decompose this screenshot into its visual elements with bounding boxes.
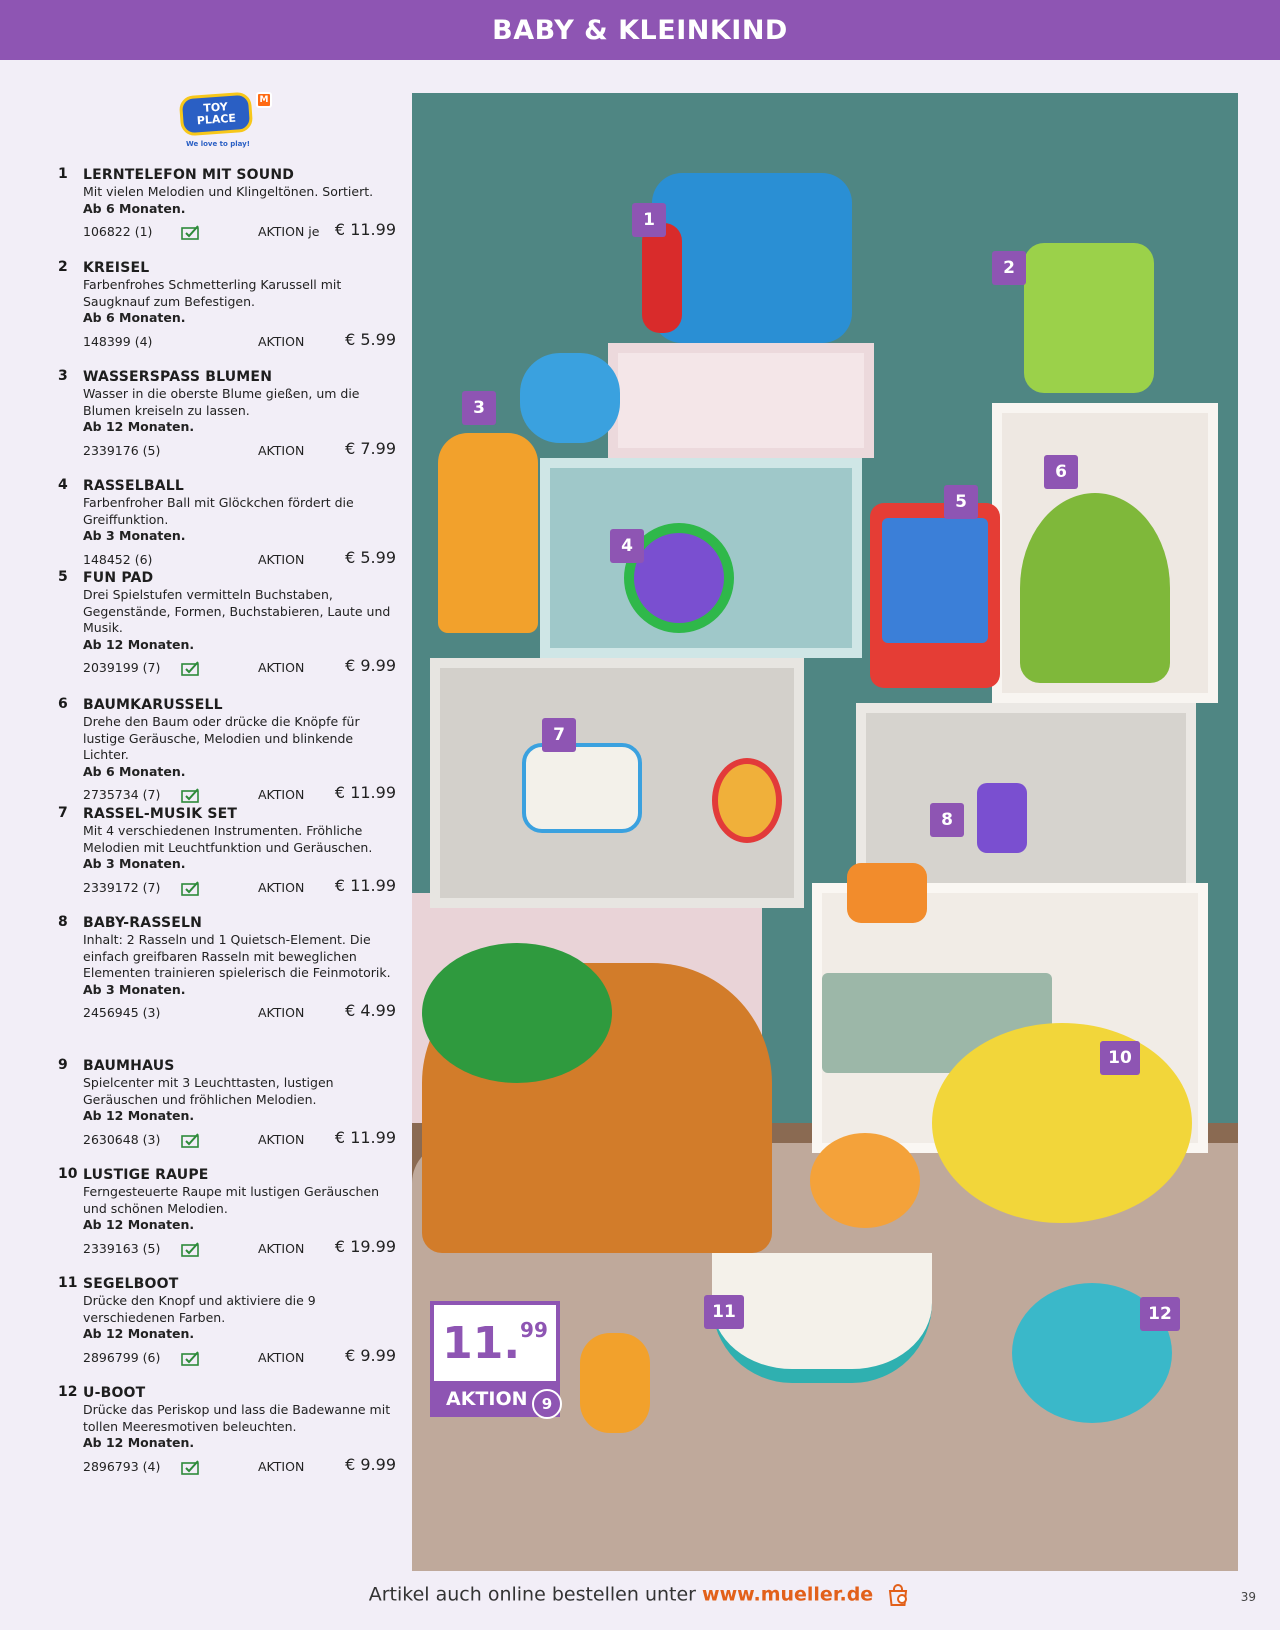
product-title: RASSELBALL bbox=[83, 478, 184, 494]
product-number: 11 bbox=[58, 1275, 78, 1291]
photo-label-3: 3 bbox=[462, 391, 496, 425]
product-meta bbox=[83, 783, 396, 805]
header-bar bbox=[0, 0, 1280, 60]
product-body bbox=[83, 1166, 396, 1259]
page-title: BABY & KLEINKIND bbox=[492, 14, 788, 46]
product-number: 10 bbox=[58, 1166, 78, 1182]
product-price: € 19.99 bbox=[334, 1236, 396, 1256]
product-number: 4 bbox=[58, 477, 68, 493]
online-check-icon bbox=[181, 1351, 203, 1366]
product-meta bbox=[83, 1237, 396, 1259]
product-number: 9 bbox=[58, 1057, 68, 1073]
product-age: Ab 3 Monaten. bbox=[83, 528, 186, 543]
product-description: Wasser in die oberste Blume gießen, um die Blumen kreiseln zu lassen. bbox=[83, 386, 360, 418]
product-meta bbox=[83, 439, 396, 461]
product-number: 2 bbox=[58, 259, 68, 275]
product-price: € 5.99 bbox=[345, 329, 396, 349]
fun-pad-screen bbox=[882, 518, 988, 643]
photo-label-8: 8 bbox=[930, 803, 964, 837]
price-badge-label: AKTION bbox=[430, 1381, 560, 1417]
online-check-icon bbox=[181, 1460, 203, 1475]
photo-label-1: 1 bbox=[632, 203, 666, 237]
footer-url-link[interactable]: www.mueller.de bbox=[702, 1583, 874, 1606]
key-rattle-toy bbox=[847, 863, 927, 923]
product-age: Ab 3 Monaten. bbox=[83, 856, 186, 871]
article-number: 2339176 (5) bbox=[83, 442, 161, 458]
logo-line-1: TOY bbox=[202, 100, 229, 115]
price-badge bbox=[430, 1301, 560, 1426]
product-body bbox=[83, 368, 396, 461]
product-body bbox=[83, 696, 396, 805]
photo-label-11: 11 bbox=[704, 1295, 744, 1329]
aktion-label: AKTION bbox=[258, 1005, 305, 1020]
footer bbox=[0, 1582, 1280, 1612]
product-body bbox=[83, 914, 396, 1023]
aktion-label: AKTION bbox=[258, 879, 305, 895]
product-title: KREISEL bbox=[83, 260, 150, 276]
product-age: Ab 12 Monaten. bbox=[83, 1108, 195, 1123]
article-number: 2339163 (5) bbox=[83, 1240, 161, 1256]
product-body bbox=[83, 166, 396, 242]
product-body bbox=[83, 1275, 396, 1368]
mueller-badge-icon: M bbox=[256, 92, 272, 108]
product-price: € 4.99 bbox=[345, 1001, 396, 1020]
article-number: 2039199 (7) bbox=[83, 660, 161, 675]
product-title: LERNTELEFON MIT SOUND bbox=[83, 167, 295, 183]
product-price: € 9.99 bbox=[345, 1454, 396, 1474]
price-badge-amount bbox=[430, 1301, 560, 1381]
product-title: BABY-RASSELN bbox=[83, 915, 203, 931]
product-age: Ab 12 Monaten. bbox=[83, 636, 195, 652]
aktion-label: AKTION bbox=[258, 551, 305, 567]
product-number: 8 bbox=[58, 914, 68, 930]
logo-line-2: PLACE bbox=[196, 111, 237, 128]
article-number: 2339172 (7) bbox=[83, 879, 161, 895]
product-meta bbox=[83, 1001, 396, 1023]
music-set-toy bbox=[522, 743, 642, 833]
product-age: Ab 12 Monaten. bbox=[83, 1217, 195, 1232]
article-number: 2735734 (7) bbox=[83, 787, 161, 802]
product-number: 6 bbox=[58, 696, 68, 712]
online-check-icon bbox=[181, 1242, 203, 1257]
article-number: 106822 (1) bbox=[83, 224, 153, 239]
product-title: WASSERSPASS BLUMEN bbox=[83, 369, 273, 385]
product-title: FUN PAD bbox=[83, 570, 154, 586]
product-number: 5 bbox=[58, 569, 68, 585]
product-age: Ab 6 Monaten. bbox=[83, 200, 186, 216]
tree-house-canopy bbox=[422, 943, 612, 1083]
aktion-label: AKTION je bbox=[258, 224, 320, 239]
aktion-label: AKTION bbox=[258, 787, 305, 802]
product-title: RASSEL-MUSIK SET bbox=[83, 806, 238, 822]
product-age: Ab 12 Monaten. bbox=[83, 1435, 195, 1450]
product-price: € 11.99 bbox=[334, 783, 396, 802]
aktion-label: AKTION bbox=[258, 1240, 305, 1256]
product-meta bbox=[83, 1128, 396, 1150]
photo-label-7: 7 bbox=[542, 718, 576, 752]
online-check-icon bbox=[181, 661, 203, 676]
sailboat-toy bbox=[712, 1253, 932, 1383]
article-number: 2630648 (3) bbox=[83, 1131, 161, 1147]
page-number: 39 bbox=[1240, 1590, 1256, 1604]
product-description: Drücke das Periskop und lass die Badewanne mit tollen Meeresmotiven beleuchten. bbox=[83, 1402, 391, 1434]
product-body bbox=[83, 805, 396, 898]
aktion-label: AKTION bbox=[258, 442, 305, 458]
price-badge-ref: 9 bbox=[532, 1389, 562, 1419]
flower-toy bbox=[438, 433, 538, 633]
product-price: € 7.99 bbox=[345, 438, 396, 458]
online-check-icon bbox=[181, 881, 203, 896]
product-body bbox=[83, 477, 396, 570]
caterpillar-remote bbox=[810, 1133, 920, 1228]
online-check-icon bbox=[181, 1133, 203, 1148]
product-price: € 9.99 bbox=[345, 1345, 396, 1365]
shopping-bag-icon bbox=[885, 1582, 911, 1608]
online-check-icon bbox=[181, 788, 203, 803]
product-number: 12 bbox=[58, 1384, 78, 1400]
photo-label-2: 2 bbox=[992, 251, 1026, 285]
product-description: Spielcenter mit 3 Leuchttasten, lustigen Geräuschen und fröhlichen Melodien. bbox=[83, 1075, 334, 1107]
logo-tagline: We love to play! bbox=[186, 140, 250, 148]
baby-rattles-toy bbox=[977, 783, 1027, 853]
product-body bbox=[83, 259, 396, 352]
article-number: 2896793 (4) bbox=[83, 1458, 161, 1474]
product-age: Ab 3 Monaten. bbox=[83, 981, 186, 997]
aktion-label: AKTION bbox=[258, 1349, 305, 1365]
product-meta bbox=[83, 330, 396, 352]
article-number: 2896799 (6) bbox=[83, 1349, 161, 1365]
product-title: BAUMHAUS bbox=[83, 1058, 175, 1074]
article-number: 148399 (4) bbox=[83, 333, 153, 349]
product-number: 7 bbox=[58, 805, 68, 821]
product-meta bbox=[83, 548, 396, 570]
product-price: € 11.99 bbox=[334, 875, 396, 895]
caterpillar-toy bbox=[932, 1023, 1192, 1223]
photo-label-10: 10 bbox=[1100, 1041, 1140, 1075]
product-title: BAUMKARUSSELL bbox=[83, 697, 223, 713]
article-number: 2456945 (3) bbox=[83, 1005, 161, 1020]
product-number: 1 bbox=[58, 166, 68, 182]
product-description: Drücke den Knopf und aktiviere die 9 verschiedenen Farben. bbox=[83, 1293, 316, 1325]
product-age: Ab 12 Monaten. bbox=[83, 419, 195, 434]
product-price: € 11.99 bbox=[334, 220, 396, 239]
photo-label-6: 6 bbox=[1044, 455, 1078, 489]
product-photo bbox=[412, 93, 1238, 1571]
product-description: Mit vielen Melodien und Klingeltönen. Sortiert. bbox=[83, 184, 374, 199]
product-body bbox=[83, 1384, 396, 1477]
online-check-icon bbox=[181, 225, 203, 240]
price-badge-cents: 99 bbox=[520, 1318, 548, 1342]
product-description: Farbenfroher Ball mit Glöckchen fördert die Greiffunktion. bbox=[83, 495, 354, 527]
product-description: Ferngesteuerte Raupe mit lustigen Geräuschen und schönen Melodien. bbox=[83, 1184, 380, 1216]
product-price: € 5.99 bbox=[345, 547, 396, 567]
product-description: Drei Spielstufen vermitteln Buchstaben, Gegenstände, Formen, Buchstabieren, Laute und Musik. bbox=[83, 587, 391, 635]
phone-toy bbox=[652, 173, 852, 343]
product-title: LUSTIGE RAUPE bbox=[83, 1167, 209, 1183]
product-age: Ab 6 Monaten. bbox=[83, 763, 186, 779]
watering-can-toy bbox=[520, 353, 620, 443]
product-description: Farbenfrohes Schmetterling Karussell mit Saugknauf zum Befestigen. bbox=[83, 277, 342, 309]
product-number: 3 bbox=[58, 368, 68, 384]
price-badge-whole: 11. bbox=[442, 1318, 521, 1369]
product-description: Inhalt: 2 Rasseln und 1 Quietsch-Element. Die einfach greifbaren Rasseln mit beweglichen Elementen trainieren spielerisch die Feinmotorik. bbox=[83, 932, 391, 980]
butterfly-stacker-toy bbox=[580, 1333, 650, 1433]
product-body bbox=[83, 569, 396, 678]
toy-place-logo bbox=[176, 90, 276, 156]
product-title: U-BOOT bbox=[83, 1385, 146, 1401]
product-meta bbox=[83, 220, 396, 242]
footer-text: Artikel auch online bestellen unter bbox=[368, 1583, 703, 1606]
photo-label-12: 12 bbox=[1140, 1297, 1180, 1331]
spinner-toy bbox=[1024, 243, 1154, 393]
product-description: Mit 4 verschiedenen Instrumenten. Fröhliche Melodien mit Leuchtfunktion und Geräuschen. bbox=[83, 823, 373, 855]
aktion-label: AKTION bbox=[258, 1458, 305, 1474]
aktion-label: AKTION bbox=[258, 333, 305, 349]
aktion-label: AKTION bbox=[258, 1131, 305, 1147]
product-price: € 11.99 bbox=[334, 1127, 396, 1147]
product-description: Drehe den Baum oder drücke die Knöpfe für lustige Geräusche, Melodien und blinkende Lichter. bbox=[83, 714, 360, 762]
photo-label-4: 4 bbox=[610, 529, 644, 563]
product-title: SEGELBOOT bbox=[83, 1276, 179, 1292]
product-age: Ab 6 Monaten. bbox=[83, 310, 186, 325]
article-number: 148452 (6) bbox=[83, 551, 153, 567]
box-top-pink bbox=[608, 343, 874, 458]
logo-wordmark bbox=[179, 92, 254, 137]
photo-label-5: 5 bbox=[944, 485, 978, 519]
phone-handset bbox=[642, 223, 682, 333]
product-meta bbox=[83, 656, 396, 678]
product-meta bbox=[83, 876, 396, 898]
tree-carousel-toy bbox=[1020, 493, 1170, 683]
rattle-ring-toy bbox=[712, 758, 782, 843]
product-meta bbox=[83, 1346, 396, 1368]
product-price: € 9.99 bbox=[345, 656, 396, 675]
aktion-label: AKTION bbox=[258, 660, 305, 675]
product-body bbox=[83, 1057, 396, 1150]
product-meta bbox=[83, 1455, 396, 1477]
product-age: Ab 12 Monaten. bbox=[83, 1326, 195, 1341]
